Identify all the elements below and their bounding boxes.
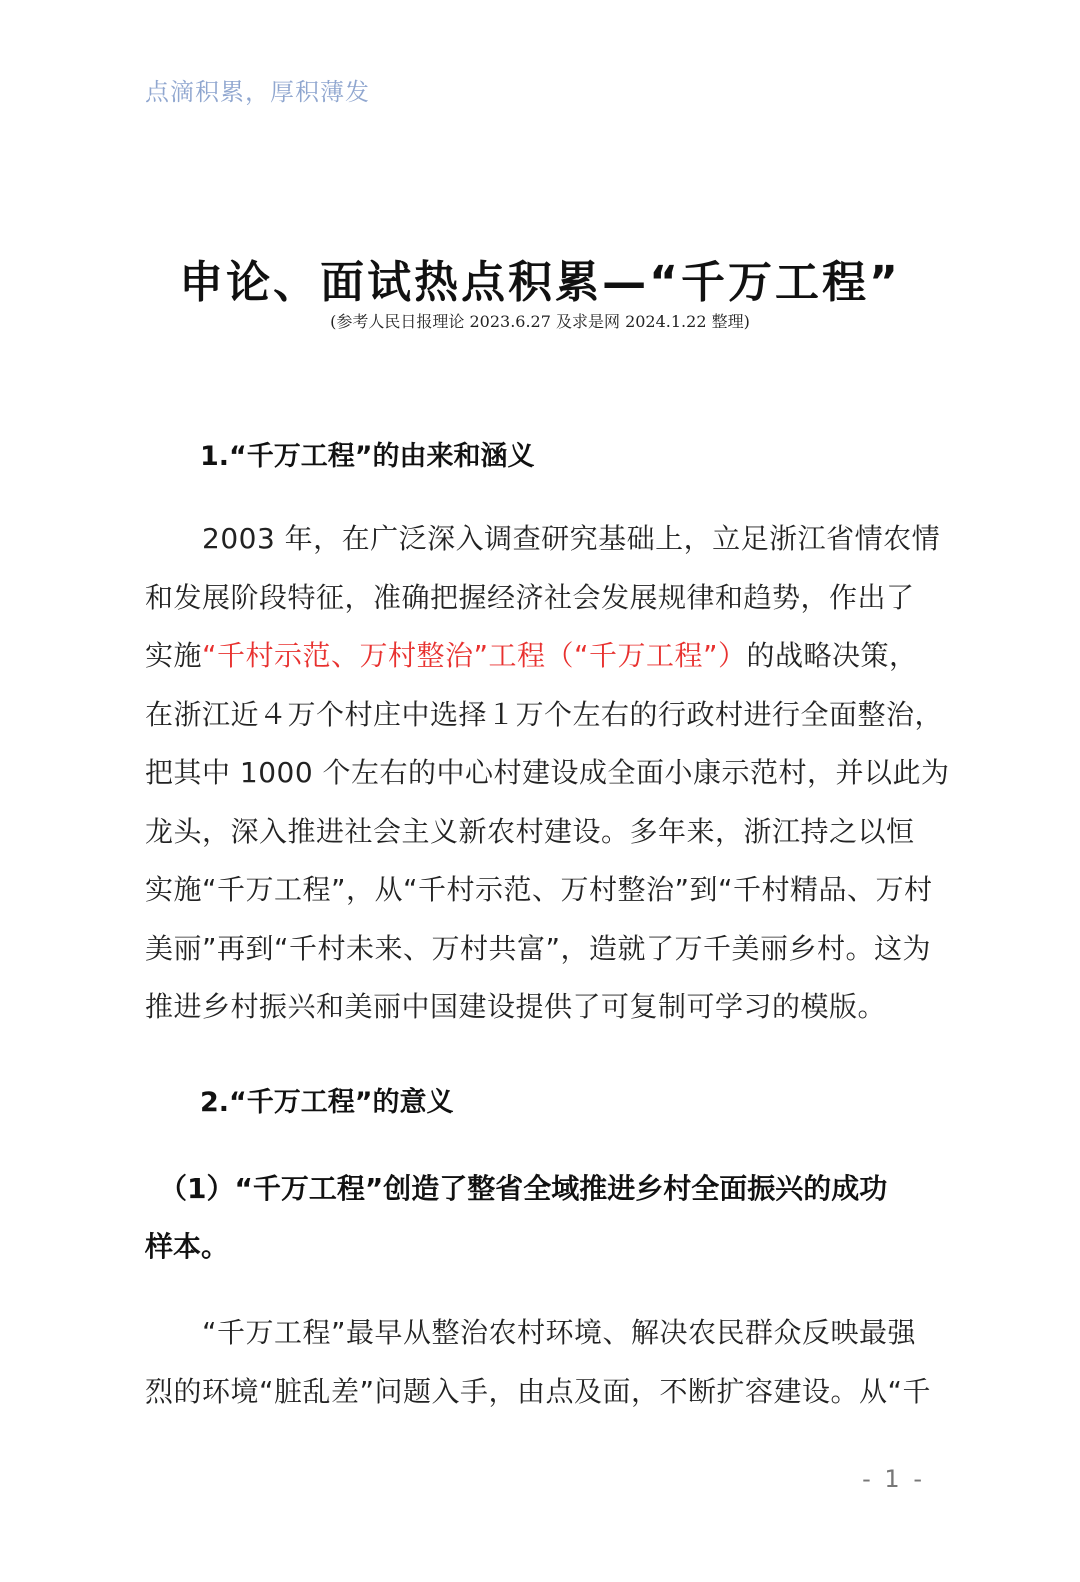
paragraph-line: 美丽”再到“千村未来、万村共富”，造就了万千美丽乡村。这为	[145, 931, 932, 965]
document-title: 申论、面试热点积累—“千万工程”	[179, 257, 901, 308]
paragraph-line: 和发展阶段特征，准确把握经济社会发展规律和趋势，作出了	[145, 580, 915, 614]
paragraph-line	[145, 627, 935, 686]
paragraph-line: 把其中 1000 个左右的中心村建设成全面小康示范村，并以此为	[145, 756, 950, 789]
line-prefix: 实施	[145, 639, 203, 672]
highlighted-term: “千村示范、万村整治”工程（“千万工程”）	[202, 639, 747, 672]
subheading-line: 样本。	[145, 1230, 230, 1263]
section-2-paragraph	[145, 1304, 935, 1421]
section-1-paragraph	[145, 510, 950, 1037]
paragraph-line: 2003 年，在广泛深入调查研究基础上，立足浙江省情农情	[145, 522, 941, 555]
paragraph-line: 在浙江近４万个村庄中选择１万个左右的行政村进行全面整治，	[145, 697, 944, 731]
paragraph-line: 烈的环境“脏乱差”问题入手，由点及面，不断扩容建设。从“千	[145, 1374, 932, 1408]
section-2-subheading	[145, 1160, 935, 1276]
line-suffix: 的战略决策，	[746, 639, 918, 672]
document-subtitle: (参考人民日报理论 2023.6.27 及求是网 2024.1.22 整理)	[330, 312, 750, 331]
paragraph-line: 推进乡村振兴和美丽中国建设提供了可复制可学习的模版。	[145, 990, 887, 1023]
page-number: - 1 -	[862, 1465, 925, 1493]
section-1-heading: 1.“千万工程”的由来和涵义	[200, 441, 535, 472]
paragraph-line: 实施“千万工程”，从“千村示范、万村整治”到“千村精品、万村	[145, 873, 933, 906]
subheading-line: （1）“千万工程”创造了整省全域推进乡村全面振兴的成功	[145, 1172, 888, 1205]
header-note: 点滴积累，厚积薄发	[145, 78, 370, 106]
section-2-heading: 2.“千万工程”的意义	[200, 1087, 454, 1118]
paragraph-line: 龙头，深入推进社会主义新农村建设。多年来，浙江持之以恒	[145, 814, 915, 848]
paragraph-line: “千万工程”最早从整治农村环境、解决农民群众反映最强	[145, 1316, 917, 1349]
